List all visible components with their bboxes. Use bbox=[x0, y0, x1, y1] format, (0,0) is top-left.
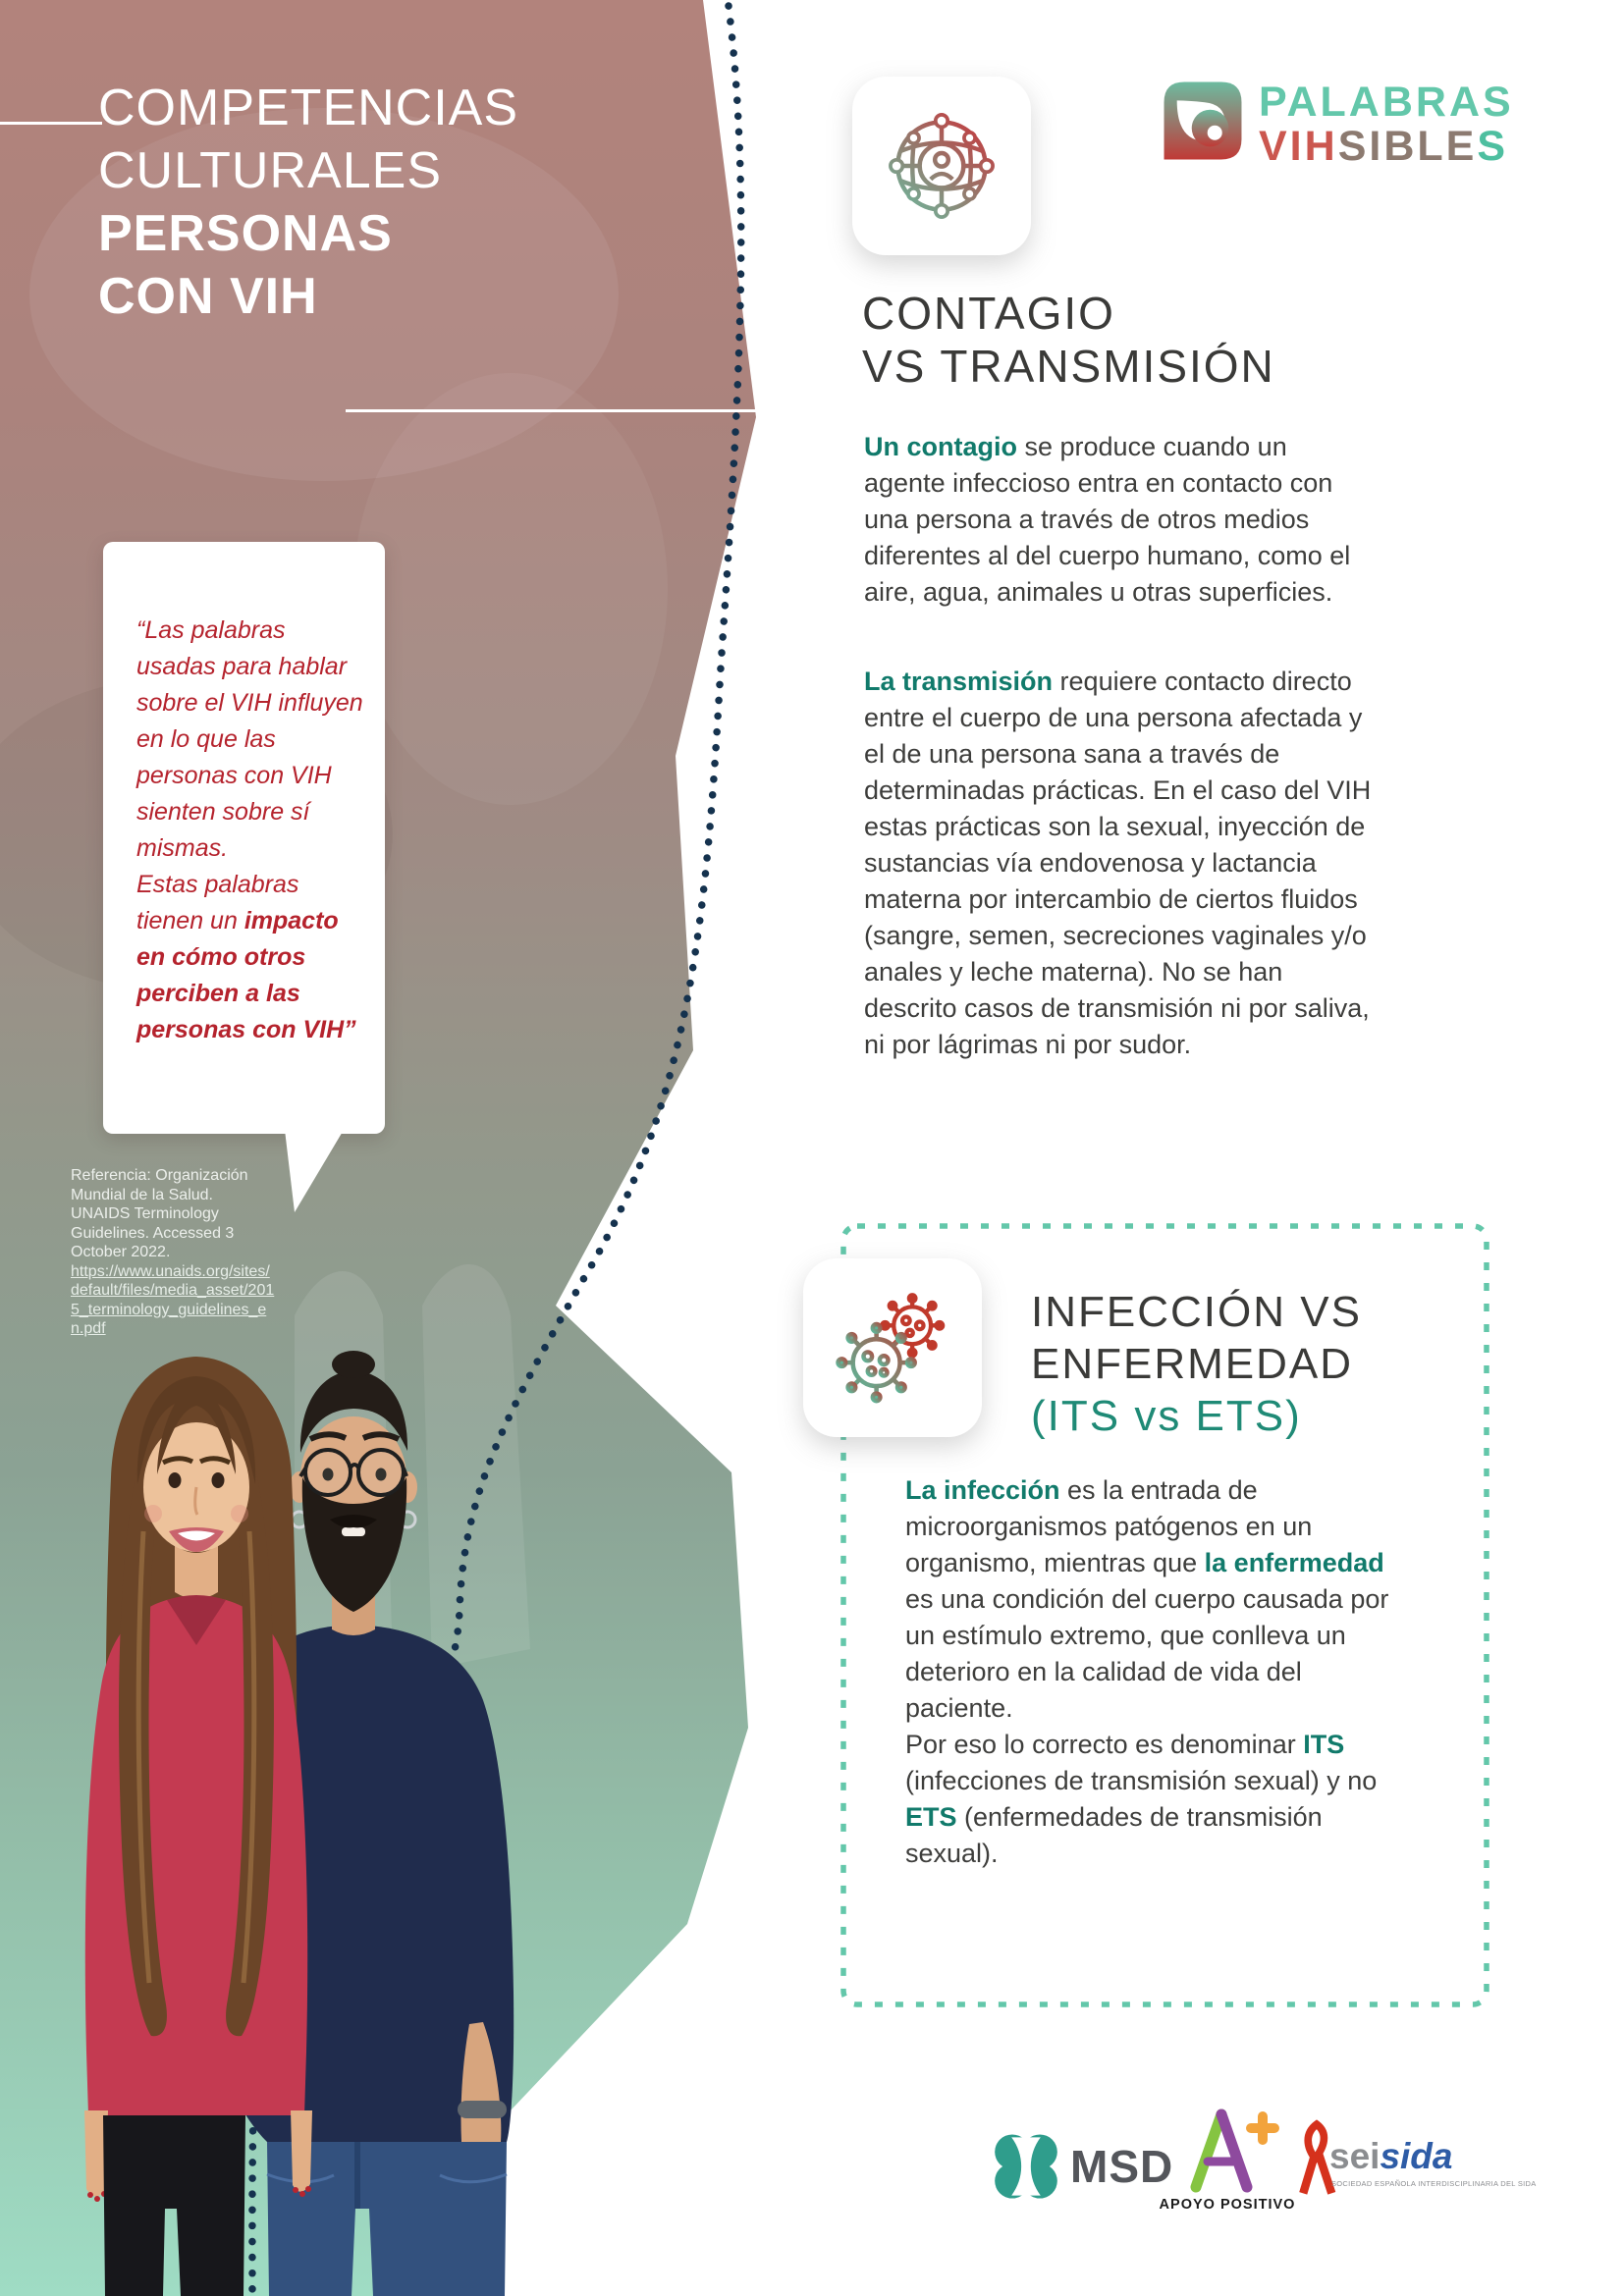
watch bbox=[458, 2101, 507, 2118]
man-teeth bbox=[342, 1527, 365, 1536]
infeccion-icon-card bbox=[803, 1258, 982, 1437]
woman-neck bbox=[175, 1545, 218, 1599]
quote-speech-bubble bbox=[103, 542, 385, 1134]
transmision-rest: requiere contacto directo entre el cuerpo de una persona afectada y el de una persona sana a través de determinadas prácticas. En el caso del VIH estas prácticas son la sexual, inyección de sustancias vía endovenosa y lactancia materna por intercambio de ciertos fluidos (sangre, semen, secreciones vaginales y/o anales y leche materna). No se han descrito casos de transmisión ni por saliva, ni por lágrimas ni por sudor. bbox=[864, 667, 1372, 1059]
man-eye-left bbox=[323, 1468, 334, 1481]
title-line-4: CON VIH bbox=[98, 268, 318, 325]
apoyo-positivo-icon bbox=[1178, 2103, 1280, 2193]
brand-mark-icon bbox=[1157, 75, 1249, 167]
contagio-icon-card bbox=[852, 77, 1031, 255]
infeccion-heading-line2: ENFERMEDAD bbox=[1031, 1340, 1354, 1388]
transmision-lead: La transmisión bbox=[864, 667, 1054, 696]
infeccion-seg2: es la entrada de microorganismos patógenos en un organismo, mientras que bbox=[905, 1475, 1313, 1577]
infeccion-paragraph bbox=[905, 1472, 1406, 1872]
page-title bbox=[98, 77, 518, 328]
brand-sible: SIBLE bbox=[1337, 123, 1478, 170]
seisida-sida: sida bbox=[1380, 2136, 1453, 2176]
brand-vih: VIH bbox=[1259, 123, 1338, 170]
man-eye-right bbox=[376, 1468, 387, 1481]
brand-word-vihsibles bbox=[1259, 123, 1508, 171]
title-under-line bbox=[346, 409, 756, 412]
woman-hand-right bbox=[291, 2110, 312, 2192]
its-seg1: Por eso lo correcto es denominar bbox=[905, 1730, 1304, 1759]
infeccion-seg1: La infección bbox=[905, 1475, 1060, 1505]
quote-seg2-wrap bbox=[136, 867, 364, 1048]
virus-icon bbox=[831, 1286, 954, 1410]
brand-s: S bbox=[1477, 123, 1509, 170]
infeccion-heading-sub: (ITS vs ETS) bbox=[1031, 1392, 1302, 1440]
title-line-1: COMPETENCIAS bbox=[98, 80, 519, 136]
reference-link[interactable]: https://www.unaids.org/sites/default/files/media_asset/2015_terminology_guidelines_en.pdf bbox=[71, 1262, 275, 1337]
contagio-lead: Un contagio bbox=[864, 432, 1017, 461]
its-seg5: (enfermedades de transmisión sexual). bbox=[905, 1802, 1323, 1868]
quote-seg2: Estas palabras tienen un bbox=[136, 871, 299, 934]
woman-eye-right bbox=[212, 1472, 225, 1488]
apoyo-positivo-label: APOYO POSITIVO bbox=[1159, 2197, 1296, 2213]
woman-eye-left bbox=[169, 1472, 182, 1488]
man-hair-bun bbox=[332, 1351, 375, 1378]
seisida-sei: sei bbox=[1329, 2136, 1380, 2176]
title-line-3: PERSONAS bbox=[98, 205, 393, 262]
globe-network-person-icon bbox=[881, 105, 1002, 227]
left-photo-panel bbox=[0, 0, 776, 2296]
contagio-rest: se produce cuando un agente infeccioso entra en contacto con una persona a través de otros medios diferentes al del cuerpo humano, como el aire, agua, animales u otras superficies. bbox=[864, 432, 1351, 607]
title-line-2: CULTURALES bbox=[98, 142, 443, 199]
title-left-line bbox=[0, 122, 102, 125]
reference-text: Referencia: Organización Mundial de la Salud. UNAIDS Terminology Guidelines. Accessed 3 October 2022. bbox=[71, 1167, 248, 1260]
transmision-paragraph bbox=[864, 664, 1382, 1063]
infeccion-seg3: la enfermedad bbox=[1204, 1548, 1384, 1577]
its-seg2: ITS bbox=[1303, 1730, 1345, 1759]
apoyo-positivo-logo bbox=[1159, 2103, 1296, 2220]
contagio-heading-line1: CONTAGIO bbox=[862, 288, 1115, 339]
its-seg4: ETS bbox=[905, 1802, 957, 1832]
quote-seg3: impacto en cómo otros perciben a las personas con VIH” bbox=[136, 907, 356, 1043]
contagio-paragraph bbox=[864, 429, 1375, 611]
infeccion-seg4: es una condición del cuerpo causada por un estímulo extremo, que conlleva un deterioro en la calidad de vida del paciente. bbox=[905, 1584, 1389, 1723]
quote-seg1: “Las palabras usadas para hablar sobre el VIH influyen en lo que las personas con VIH sienten sobre sí mismas. bbox=[136, 616, 363, 862]
seisida-logo bbox=[1294, 2118, 1537, 2207]
reference-note bbox=[71, 1166, 275, 1339]
contagio-heading bbox=[862, 287, 1275, 393]
infeccion-heading bbox=[1031, 1286, 1362, 1442]
palabras-vihsibles-logo bbox=[1157, 75, 1569, 173]
msd-mark-icon bbox=[990, 2130, 1062, 2203]
its-seg3: (infecciones de transmisión sexual) y no bbox=[905, 1766, 1378, 1795]
msd-wordmark: MSD bbox=[1070, 2141, 1174, 2192]
seisida-tagline: SOCIEDAD ESPAÑOLA INTERDISCIPLINARIA DEL SIDA bbox=[1331, 2179, 1537, 2188]
infeccion-heading-line1: INFECCIÓN VS bbox=[1031, 1288, 1362, 1336]
speech-bubble-tail bbox=[285, 1130, 344, 1212]
brand-word-palabras: PALABRAS bbox=[1259, 79, 1514, 126]
contagio-heading-line2: VS TRANSMISIÓN bbox=[862, 341, 1275, 392]
quote-text bbox=[136, 613, 364, 1048]
seisida-wordmark bbox=[1329, 2136, 1452, 2177]
woman-sweater bbox=[85, 1596, 307, 2115]
